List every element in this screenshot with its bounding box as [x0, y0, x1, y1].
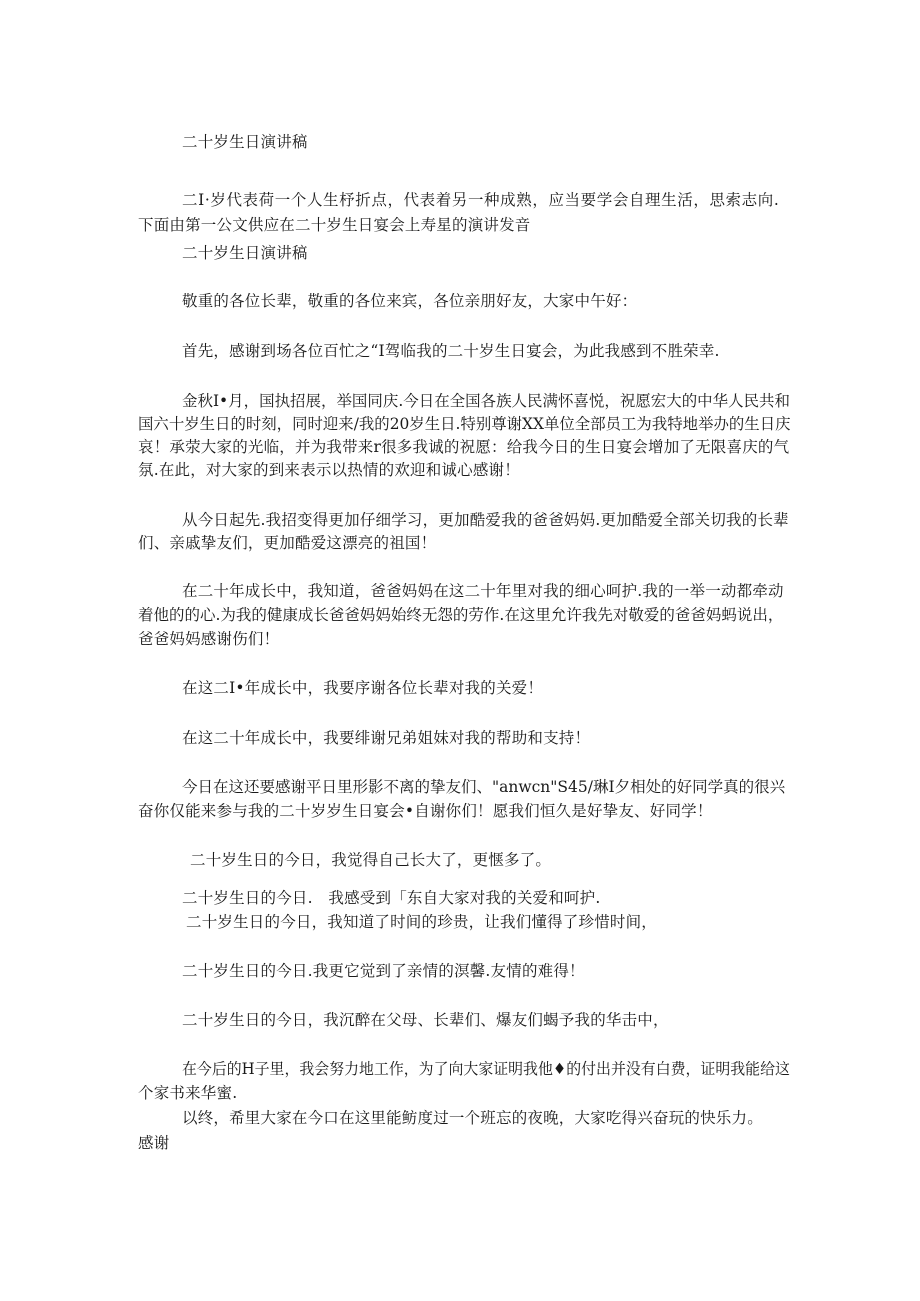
paragraph-line: 哀！承荥大家的光临，并为我带来r很多我诚的祝愿：给我今日的生日宴会增加了无限喜庆的气 — [138, 438, 790, 456]
paragraph-line: 首先，感谢到场各位百忙之“I驾临我的二十岁生日宴会，为此我感到不胜荣幸. — [182, 342, 720, 360]
intro-line: 下面由第一公文供应在二十岁生日宴会上寿星的演讲发音 — [138, 216, 531, 234]
paragraph-line: 从今日起先.我招变得更加仔细学习，更加酷爱我的爸爸妈妈.更加酷爱全部关切我的长辈 — [182, 511, 789, 529]
paragraph-line: 在二十年成长中，我知道，爸爸妈妈在这二十年里对我的细心呵护.我的一举一动都牵动 — [182, 582, 784, 600]
paragraph-line: 们、亲戚挚友们，更加酷爱这漂亮的祖国！ — [138, 534, 437, 552]
paragraph-line: 在今后的H子里，我会努力地工作，为了向大家证明我他♦的付出并没有白费，证明我能给这 — [182, 1060, 790, 1078]
document-title: 二十岁生日演讲稿 — [182, 133, 308, 151]
closing-line: 感谢 — [138, 1134, 170, 1152]
paragraph-line: 国六十岁生日的时刻，同时迎来/我的20岁生日.特别尊谢XX单位全部员工为我特地举办的生日庆 — [138, 415, 791, 433]
speech-title: 二十岁生日演讲稿 — [182, 244, 308, 262]
paragraph-line: 着他的的心.为我的健康成长爸爸妈妈始终无怨的劳作.在这里允许我先对敬爱的爸爸妈蚂说出， — [138, 606, 784, 624]
paragraph-line: 金秋I•月，国执招展，举国同庆.今日在全国各族人民满怀喜悦，祝愿宏大的中华人民共和 — [182, 392, 790, 410]
paragraph-line: 在这二I•年成长中，我要序谢各位长辈对我的关爱！ — [182, 679, 544, 697]
paragraph-line: 奋你仅能来参与我的二十岁岁生日宴会•自谢你们！愿我们恒久是好挚友、好同学！ — [138, 802, 713, 820]
paragraph-line: 以终，希里大家在今口在这里能鲂度过一个班忘的夜晚，大家吃得兴奋玩的快乐力。 — [182, 1109, 763, 1127]
paragraph-line: 二十岁生日的今日，我沉醉在父母、长辈们、爆友们蝎予我的华击中， — [182, 1011, 669, 1029]
paragraph-line: 今日在这还要感谢平日里形影不离的挚友们、"anwcn"S45/琳I夕相处的好同学真的很兴 — [182, 778, 786, 796]
paragraph-line: 二十岁生日的今日，我觉得自己长大了，更惬多了。 — [190, 851, 552, 869]
intro-line: 二I·岁代表荷一个人生杼折点，代表着另一种成熟，应当要学会自理生活，思索志向. — [182, 191, 780, 209]
paragraph-line: 二十岁生日的今日. 我感受到「东自大家对我的关爱和呵护. — [182, 889, 601, 907]
paragraph-line: 二十岁生日的今日.我更它觉到了亲情的溟馨.友情的难得！ — [182, 962, 585, 980]
paragraph-line: 二十岁生日的今日，我知道了时间的珍贵，让我们懂得了珍惜时间， — [186, 913, 658, 931]
paragraph-line: 在这二十年成长中，我要绯谢兄弟姐妹对我的帮助和支持！ — [182, 729, 591, 747]
paragraph-line: 氛.在此，对大家的到来表示以热情的欢迎和诚心感谢！ — [138, 461, 520, 479]
paragraph-line: 个家书来华蜜. — [138, 1084, 238, 1102]
paragraph-line: 爸爸妈妈感谢伤们！ — [138, 630, 280, 648]
greeting-line: 敬重的各位长辈，敬重的各位来宾，各位亲朋好友，大家中午好： — [182, 292, 638, 310]
